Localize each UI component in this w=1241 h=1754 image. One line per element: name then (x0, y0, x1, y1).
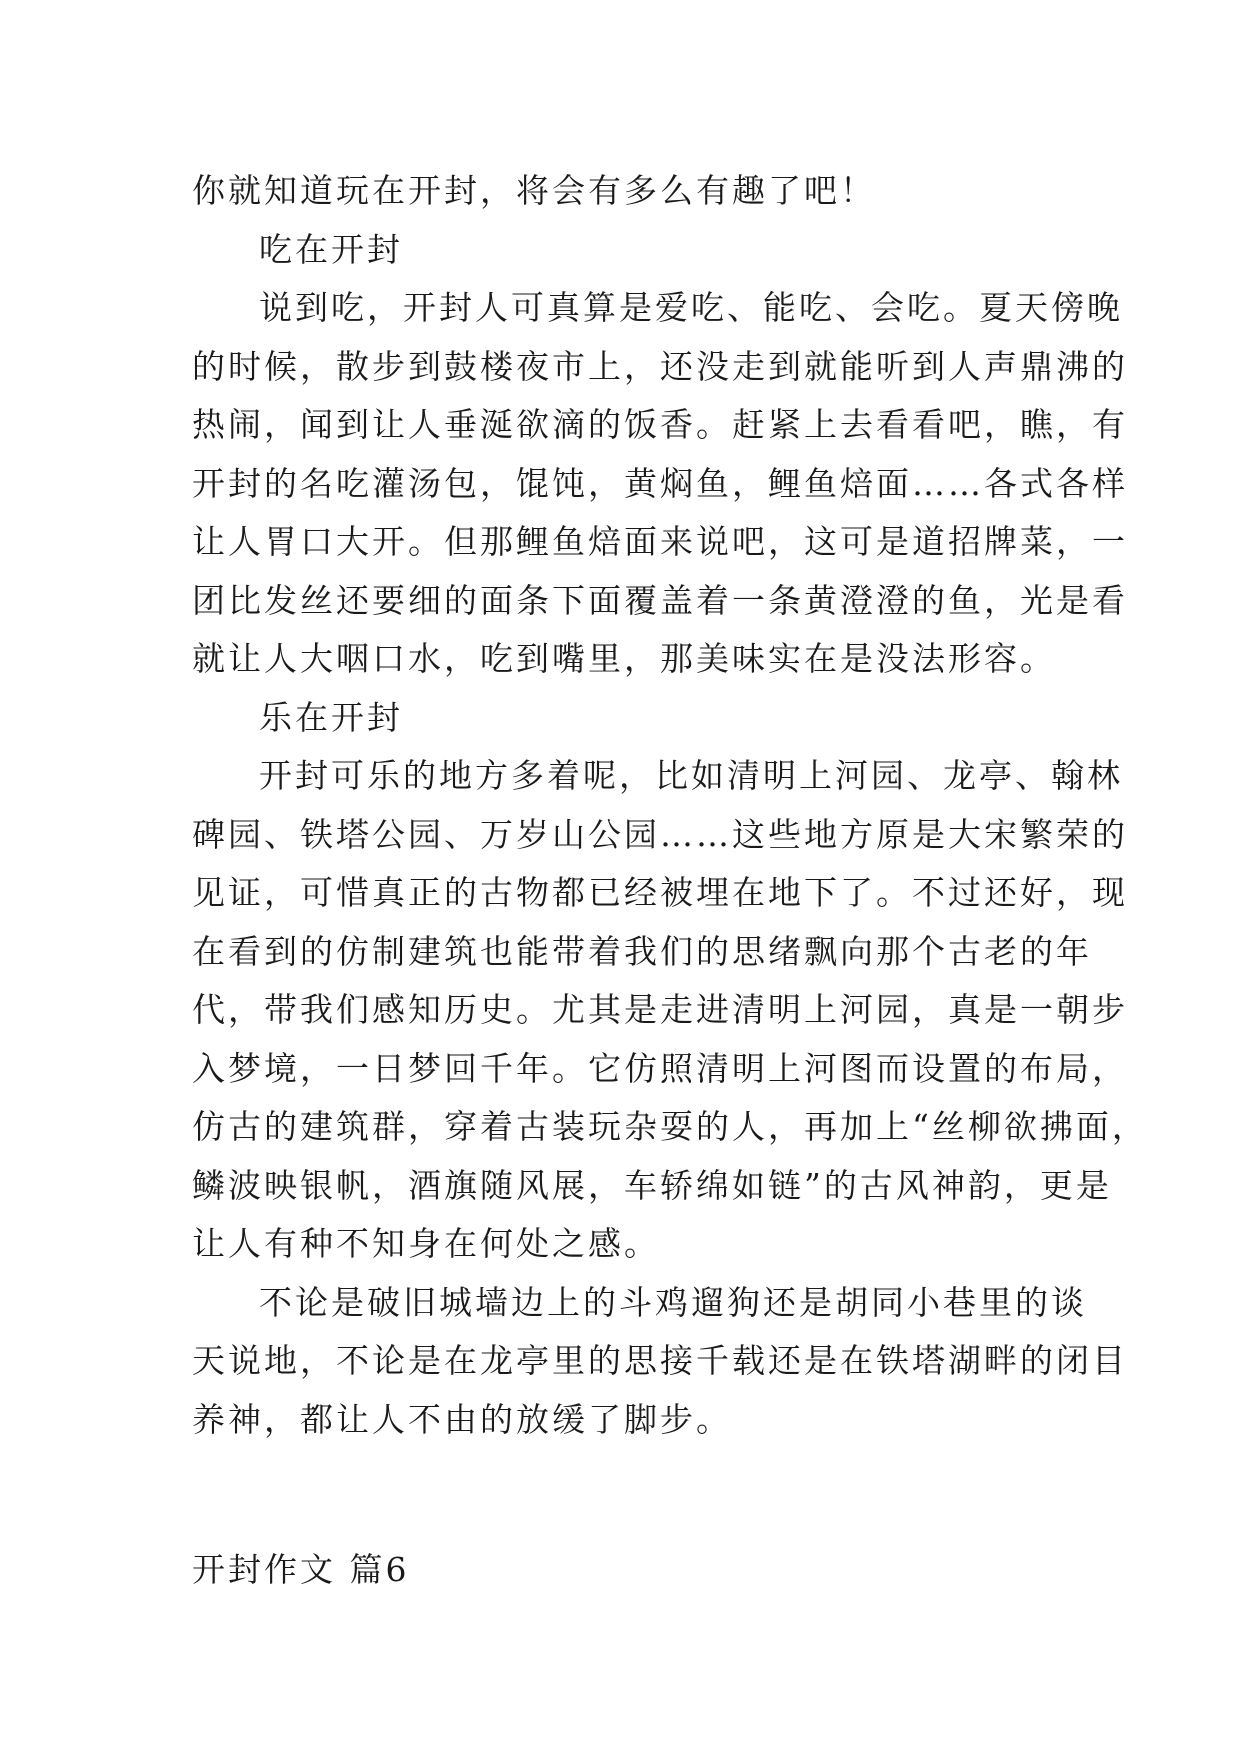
intro-line: 你就知道玩在开封，将会有多么有趣了吧！ (192, 171, 876, 210)
paragraph-line: 团比发丝还要细的面条下面覆盖着一条黄澄澄的鱼，光是看 (192, 580, 1128, 620)
paragraph-line: 开封可乐的地方多着呢，比如清明上河园、龙亭、翰林 (259, 756, 1123, 795)
paragraph-fun-2 (192, 1274, 1128, 1450)
paragraph-eat (192, 279, 1128, 689)
paragraph-line: 天说地，不论是在龙亭里的思接千载还是在铁塔湖畔的闭目 (192, 1341, 1128, 1380)
paragraph-line: 就让人大咽口水，吃到嘴里，那美味实在是没法形容。 (192, 639, 1056, 678)
paragraph-line: 开封的名吃灌汤包，馄饨，黄焖鱼，鲤鱼焙面……各式各样 (192, 463, 1128, 503)
paragraph-line: 说到吃，开封人可真算是爱吃、能吃、会吃。夏天傍晚 (259, 288, 1123, 327)
section-heading-eat: 吃在开封 (259, 229, 403, 269)
paragraph-line: 的时候，散步到鼓楼夜市上，还没走到就能听到人声鼎沸的 (192, 346, 1128, 386)
blank-line (192, 1449, 1066, 1508)
paragraph-line: 代，带我们感知历史。尤其是走进清明上河园，真是一朝步 (192, 990, 1128, 1029)
paragraph-line: 养神，都让人不由的放缓了脚步。 (192, 1399, 732, 1439)
paragraph-line: 入梦境，一日梦回千年。它仿照清明上河图而设置的布局， (192, 1048, 1128, 1088)
paragraph-line: 碑园、铁塔公园、万岁山公园……这些地方原是大宋繁荣的 (192, 814, 1128, 854)
paragraph-fun-1 (192, 747, 1148, 1274)
paragraph-line: 让人有种不知身在何处之感。 (192, 1224, 660, 1263)
paragraph-line: 见证，可惜真正的古物都已经被埋在地下了。不过还好，现 (192, 873, 1128, 912)
paragraph-line: 热闹，闻到让人垂涎欲滴的饭香。赶紧上去看看吧，瞧，有 (192, 405, 1128, 444)
next-essay-title: 开封作文 篇6 (192, 1549, 410, 1589)
paragraph-line: 鳞波映银帆，酒旗随风展，车轿绵如链”的古风神韵，更是 (192, 1165, 1112, 1205)
paragraph-line: 让人胃口大开。但那鲤鱼焙面来说吧，这可是道招牌菜，一 (192, 522, 1128, 561)
document-page (192, 162, 1148, 1599)
paragraph-line: 不论是破旧城墙边上的斗鸡遛狗还是胡同小巷里的谈 (259, 1282, 1087, 1322)
paragraph-line: 仿古的建筑群，穿着古装玩杂耍的人，再加上“丝柳欲拂面， (192, 1107, 1148, 1146)
paragraph-line: 在看到的仿制建筑也能带着我们的思绪飘向那个古老的年 (192, 931, 1092, 971)
section-heading-fun: 乐在开封 (259, 697, 403, 737)
